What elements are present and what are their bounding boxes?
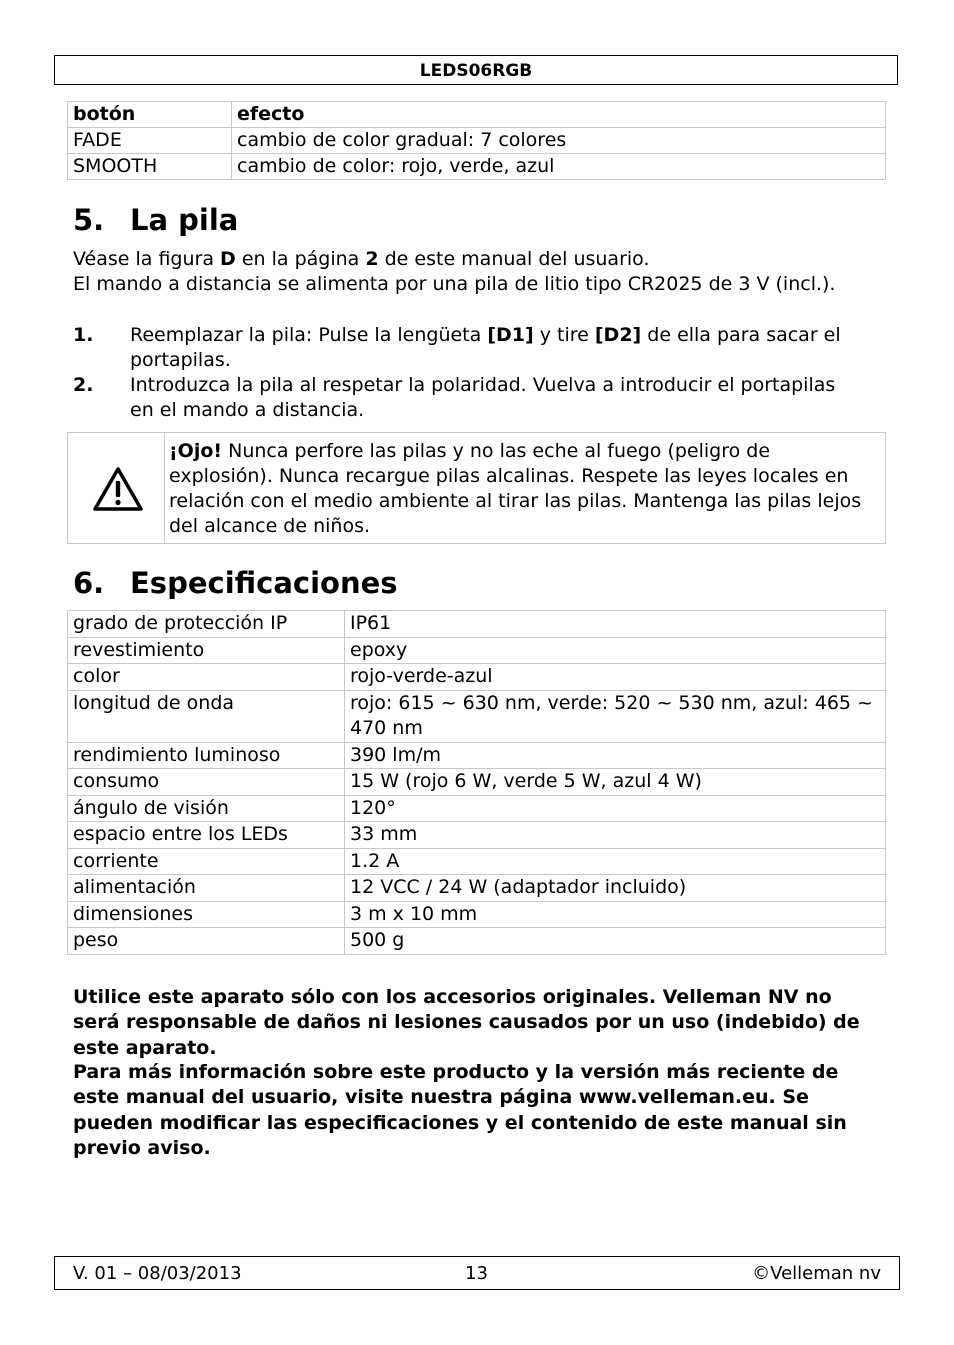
table-row: [68, 742, 886, 769]
text-run-bold: D: [220, 248, 236, 270]
table-header-row: [68, 102, 886, 128]
buttons-table: [67, 101, 886, 180]
paragraph: [73, 247, 863, 272]
table-cell: SMOOTH: [68, 154, 232, 180]
step-text: [130, 323, 863, 373]
spec-value: 12 VCC / 24 W (adaptador incluido): [345, 875, 886, 902]
table-row: [68, 769, 886, 796]
model-name: LEDS06RGB: [419, 61, 533, 81]
section-heading: [73, 202, 238, 238]
spec-value: rojo: 615 ~ 630 nm, verde: 520 ~ 530 nm, azul: 465 ~ 470 nm: [345, 690, 886, 742]
spec-value: epoxy: [345, 637, 886, 664]
table-header-cell: botón: [68, 102, 232, 128]
spec-label: dimensiones: [68, 901, 345, 928]
table-row: [68, 848, 886, 875]
table-row: [68, 611, 886, 638]
text-run: Reemplazar la pila: Pulse la lengüeta: [130, 324, 488, 346]
step-number: 1.: [73, 324, 94, 346]
table-row: [68, 875, 886, 902]
table-row: [68, 690, 886, 742]
spec-value: rojo-verde-azul: [345, 664, 886, 691]
text-run: Véase la figura: [73, 248, 221, 270]
spec-label: ángulo de visión: [68, 795, 345, 822]
specifications-table: [67, 610, 886, 955]
table-cell: cambio de color: rojo, verde, azul: [232, 154, 886, 180]
spec-label: revestimiento: [68, 637, 345, 664]
table-row: [68, 795, 886, 822]
copyright: ©Velleman nv: [752, 1263, 881, 1284]
section-title: Especificaciones: [130, 566, 398, 600]
spec-value: 33 mm: [345, 822, 886, 849]
list-item: [73, 373, 863, 423]
table-cell: FADE: [68, 128, 232, 154]
spec-label: color: [68, 664, 345, 691]
text-run: Nunca perfore las pilas y no las eche al fuego (peligro de explosión). Nunca recargue pilas alcalinas. Respete las leyes locales en relación con el medio ambiente al tirar las pilas. Mantenga las pilas lejos del alcance de niños.: [169, 440, 862, 537]
page-footer: [54, 1256, 900, 1290]
text-run: de este manual del usuario.: [378, 248, 650, 270]
spec-value: 390 lm/m: [345, 742, 886, 769]
section-title: La pila: [130, 203, 239, 237]
version-date: V. 01 – 08/03/2013: [73, 1263, 242, 1284]
text-run: y tire: [533, 324, 595, 346]
table-row: [68, 154, 886, 180]
page-number: 13: [465, 1263, 488, 1284]
spec-label: consumo: [68, 769, 345, 796]
warning-text: [169, 439, 869, 539]
warning-label: ¡Ojo!: [169, 440, 223, 462]
disclaimer-text: Utilice este aparato sólo con los accesorios originales. Velleman NV no será responsable de daños ni lesiones causados por un uso (indebido) de este aparato.: [73, 986, 860, 1059]
page-header: [54, 55, 898, 85]
step-number: 2.: [73, 374, 94, 396]
text-run-bold: [D1]: [487, 324, 534, 346]
table-row: [68, 928, 886, 955]
text-run: de ella para sacar el portapilas.: [130, 324, 841, 371]
spec-label: espacio entre los LEDs: [68, 822, 345, 849]
spec-label: longitud de onda: [68, 690, 345, 742]
text-run-bold: [D2]: [594, 324, 642, 346]
list-item: [73, 323, 863, 373]
spec-value: 500 g: [345, 928, 886, 955]
table-header-cell: efecto: [232, 102, 886, 128]
spec-label: peso: [68, 928, 345, 955]
spec-label: grado de protección IP: [68, 611, 345, 638]
text-run-bold: 2: [365, 248, 379, 270]
section-number: 5.: [73, 203, 105, 237]
warning-icon-cell: [68, 433, 165, 543]
more-info-text: Para más información sobre este producto y la versión más reciente de este manual del usuario, visite nuestra página www.velleman.eu. Se pueden modificar las especificaciones y el contenido de este manual sin previo aviso.: [73, 1061, 847, 1159]
section-heading: [73, 565, 398, 601]
text-run: en la página: [235, 248, 366, 270]
spec-value: 15 W (rojo 6 W, verde 5 W, azul 4 W): [345, 769, 886, 796]
paragraph: El mando a distancia se alimenta por una pila de litio tipo CR2025 de 3 V (incl.).: [73, 273, 836, 295]
table-row: [68, 664, 886, 691]
table-cell: cambio de color gradual: 7 colores: [232, 128, 886, 154]
table-row: [68, 901, 886, 928]
spec-value: 3 m x 10 mm: [345, 901, 886, 928]
table-row: [68, 822, 886, 849]
table-row: [68, 128, 886, 154]
warning-triangle-icon: [92, 466, 144, 512]
table-row: [68, 637, 886, 664]
spec-value: 120°: [345, 795, 886, 822]
spec-label: rendimiento luminoso: [68, 742, 345, 769]
spec-label: alimentación: [68, 875, 345, 902]
warning-box: [67, 432, 886, 544]
spec-label: corriente: [68, 848, 345, 875]
section-number: 6.: [73, 566, 105, 600]
spec-value: 1.2 A: [345, 848, 886, 875]
spec-value: IP61: [345, 611, 886, 638]
step-text: Introduzca la pila al respetar la polaridad. Vuelva a introducir el portapilas en el mando a distancia.: [130, 374, 836, 421]
